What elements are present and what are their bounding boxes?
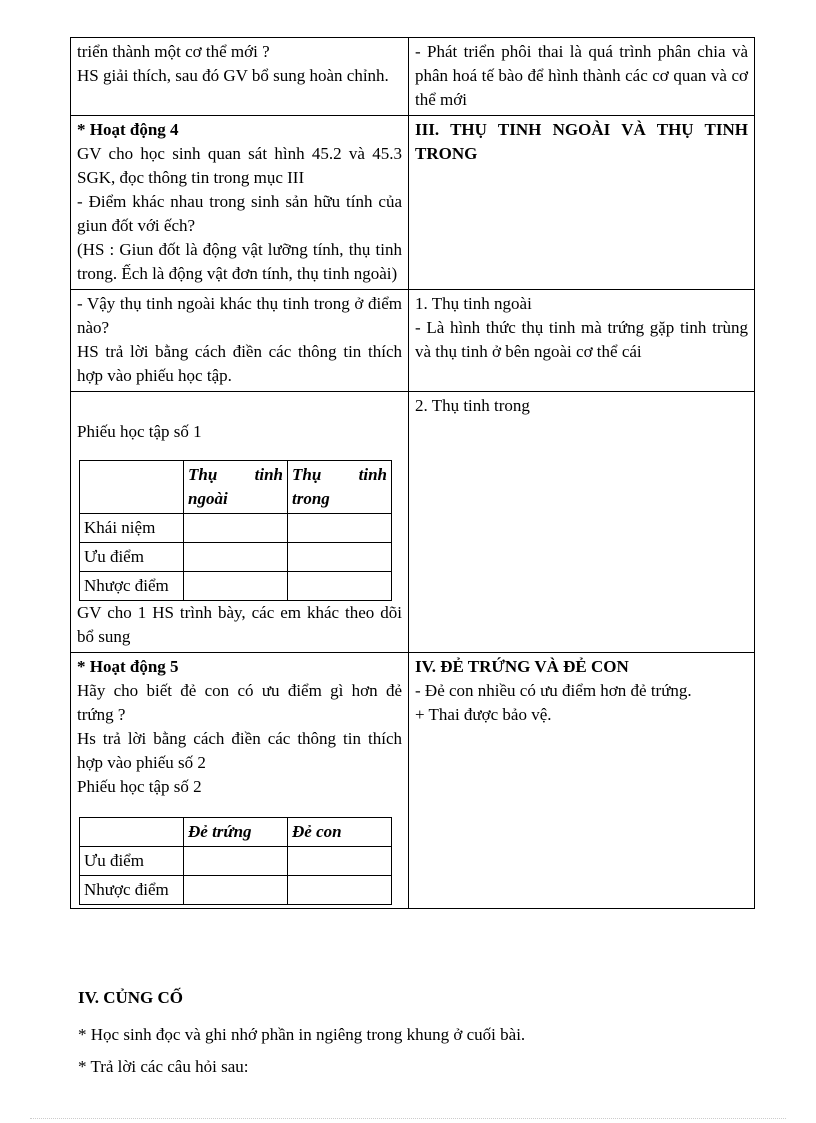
table-row [80,461,392,514]
activity-cell [71,290,409,392]
table-row [71,38,755,116]
subsection-heading [415,292,748,316]
table-row [80,847,392,876]
worksheet-blank-cell [184,572,288,601]
worksheet-row-label: Khái niệm [80,514,184,543]
worksheet-1-table [79,460,392,601]
activity-cell [71,116,409,290]
worksheet-row-label: Ưu điểm [80,847,184,876]
table-row [80,818,392,847]
subsection-heading: 2. Thụ tinh trong [415,396,530,415]
activity-heading: * Hoạt động 4 [77,120,179,139]
worksheet-header-cell: Thụ tinh trong [288,461,392,514]
content-text: + Thai được bảo vệ. [415,705,552,724]
activity-heading: * Hoạt động 5 [77,657,179,676]
worksheet-blank-cell [288,572,392,601]
consolidation-line: * Học sinh đọc và ghi nhớ phần in ngiêng trong khung ở cuối bài. [78,1025,526,1044]
worksheet-header-cell: Thụ tinh ngoài [184,461,288,514]
worksheet-header-cell: Đẻ con [288,818,392,847]
content-text: - Đẻ con nhiều có ưu điểm hơn đẻ trứng. [415,681,692,700]
worksheet-row-label: Ưu điểm [80,543,184,572]
consolidation-line: * Trả lời các câu hỏi sau: [78,1057,249,1076]
lesson-table [70,37,755,909]
worksheet-blank-cell [184,876,288,905]
table-row [71,653,755,909]
activity-text: GV cho 1 HS trình bày, các em khác theo dõi bổ sung [77,603,402,646]
activity-text: Hãy cho biết đẻ con có ưu điểm gì hơn đẻ trứng ? [77,681,402,724]
page-divider [30,1118,786,1119]
worksheet-blank-cell [184,543,288,572]
worksheet-row-label: Nhược điểm [80,572,184,601]
activity-text: HS giải thích, sau đó GV bổ sung hoàn chỉnh. [77,66,389,85]
activity-cell [71,38,409,116]
worksheet-header-cell [80,818,184,847]
activity-cell [71,653,409,909]
consolidation-section [78,985,758,1087]
activity-text: - Vậy thụ tinh ngoài khác thụ tinh trong ở điểm nào? [77,294,402,337]
table-row [71,290,755,392]
table-row [71,392,755,653]
worksheet-blank-cell [288,543,392,572]
worksheet-blank-cell [288,514,392,543]
content-cell [409,392,755,653]
worksheet-blank-cell [288,876,392,905]
worksheet-blank-cell [184,847,288,876]
worksheet-row-label: Nhược điểm [80,876,184,905]
table-row [80,876,392,905]
table-row [80,543,392,572]
activity-text: (HS : Giun đốt là động vật lưỡng tính, thụ tinh trong. Ếch là động vật đơn tính, thụ tinh ngoài) [77,240,402,283]
subsection-heading-text: 1. Thụ tinh ngoài [415,294,532,313]
worksheet-header-cell: Đẻ trứng [184,818,288,847]
table-row [80,572,392,601]
table-row [80,514,392,543]
worksheet-blank-cell [184,514,288,543]
section-heading: III. THỤ TINH NGOÀI VÀ THỤ TINH TRONG [415,120,748,163]
content-cell [409,38,755,116]
worksheet-title: Phiếu học tập số 1 [77,422,202,441]
activity-text: - Điểm khác nhau trong sinh sản hữu tính của giun đốt với ếch? [77,192,402,235]
content-cell [409,653,755,909]
content-cell [409,290,755,392]
section-heading: IV. CỦNG CỐ [78,988,184,1007]
activity-text: HS trả lời bằng cách điền các thông tin thích hợp vào phiếu học tập. [77,342,402,385]
table-row [71,116,755,290]
worksheet-blank-cell [288,847,392,876]
worksheet-header-cell [80,461,184,514]
content-text: - Phát triển phôi thai là quá trình phân chia và phân hoá tế bào để hình thành các cơ quan và cơ thể mới [415,42,748,109]
activity-cell [71,392,409,653]
activity-text: triển thành một cơ thể mới ? [77,42,270,61]
content-text: - Là hình thức thụ tinh mà trứng gặp tinh trùng và thụ tinh ở bên ngoài cơ thể cái [415,318,748,361]
section-heading: IV. ĐẺ TRỨNG VÀ ĐẺ CON [415,657,629,676]
activity-text: GV cho học sinh quan sát hình 45.2 và 45.3 SGK, đọc thông tin trong mục III [77,144,402,187]
activity-text: Hs trả lời bằng cách điền các thông tin thích hợp vào phiếu số 2 [77,729,402,772]
worksheet-2-table [79,817,392,905]
content-cell [409,116,755,290]
worksheet-title: Phiếu học tập số 2 [77,777,202,796]
